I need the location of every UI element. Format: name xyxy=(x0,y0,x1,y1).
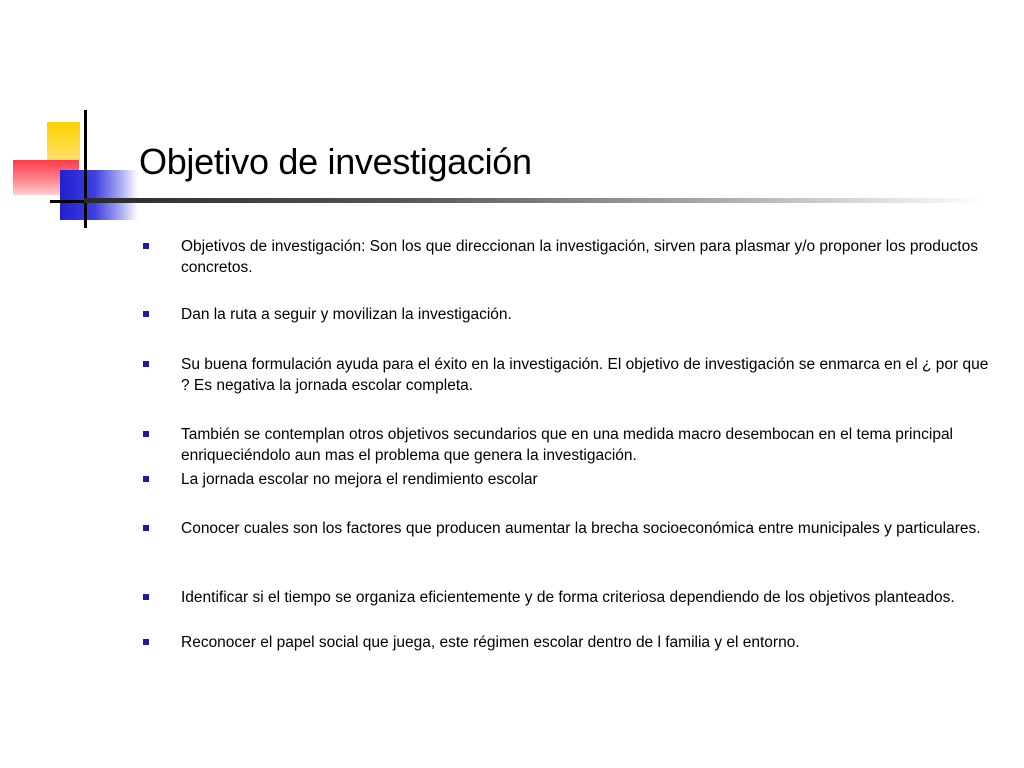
square-bullet-icon xyxy=(143,243,149,249)
slide-title: Objetivo de investigación xyxy=(139,141,532,182)
square-bullet-icon xyxy=(143,311,149,317)
square-bullet-icon xyxy=(143,431,149,437)
square-bullet-icon xyxy=(143,639,149,645)
bullet-text: Identificar si el tiempo se organiza eficientemente y de forma criteriosa dependiendo de los objetivos planteados. xyxy=(181,589,955,606)
square-bullet-icon xyxy=(143,476,149,482)
bullet-text: Su buena formulación ayuda para el éxito en la investigación. El objetivo de investigación se enmarca en el ¿ por que ? Es negativa la jornada escolar completa. xyxy=(181,356,989,394)
bullet-text: Dan la ruta a seguir y movilizan la investigación. xyxy=(181,306,512,323)
vertical-line-shape xyxy=(84,110,87,228)
bullet-text: También se contemplan otros objetivos secundarios que en una medida macro desembocan en el tema principal enriqueciéndolo aun mas el problema que genera la investigación. xyxy=(181,426,954,464)
square-bullet-icon xyxy=(143,594,149,600)
decorative-logo xyxy=(0,100,140,240)
blue-square-shape xyxy=(60,170,138,220)
bullet-text: Reconocer el papel social que juega, este régimen escolar dentro de l familia y el entorno. xyxy=(181,634,800,651)
bullet-text: La jornada escolar no mejora el rendimiento escolar xyxy=(181,471,538,488)
bullet-text: Objetivos de investigación: Son los que direccionan la investigación, sirven para plasmar y/o proponer los productos concretos. xyxy=(181,238,978,276)
yellow-square-shape xyxy=(47,122,80,160)
bullet-text: Conocer cuales son los factores que producen aumentar la brecha socioeconómica entre municipales y particulares. xyxy=(181,520,981,537)
square-bullet-icon xyxy=(143,361,149,367)
square-bullet-icon xyxy=(143,525,149,531)
title-underline xyxy=(84,198,984,203)
